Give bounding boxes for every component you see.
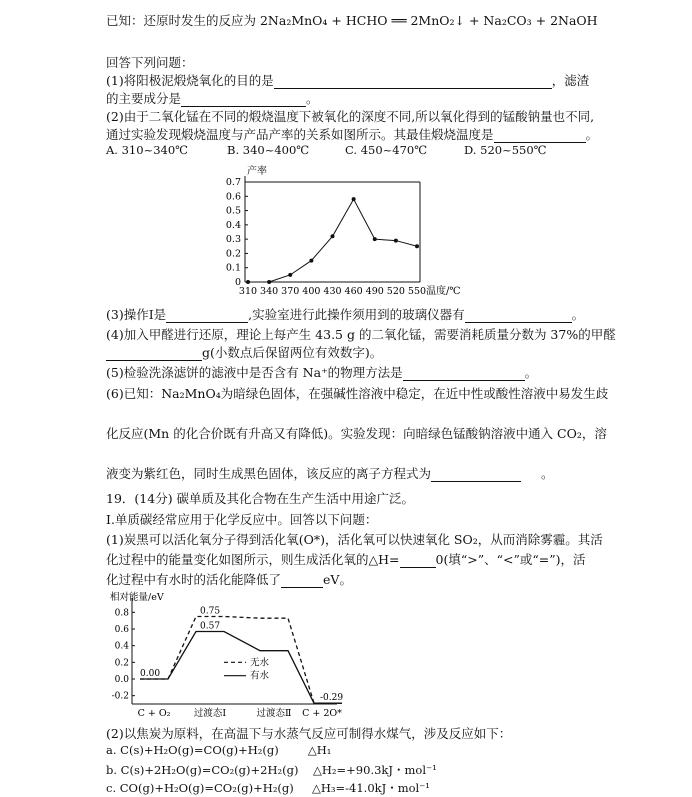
annotation-0-57: 0.57 xyxy=(200,621,221,632)
data-point xyxy=(373,237,377,241)
energy-line-solid xyxy=(140,632,342,704)
answer-blank-q19-1b[interactable] xyxy=(281,575,323,588)
q6-text-c: 液变为紫红色，同时生成黑色固体，该反应的离子方程式为 xyxy=(106,466,432,481)
data-point xyxy=(415,244,419,248)
answer-blank-q1b[interactable] xyxy=(181,94,306,107)
data-point xyxy=(246,280,250,284)
equation-a: a. C(s)+H₂O(g)=CO(g)+H₂(g) △H₁ xyxy=(106,743,332,757)
q5-text-a: (5)检验洗涤滤饼的滤液中是否含有 Na⁺的物理方法是 xyxy=(106,365,403,380)
data-point xyxy=(309,259,313,263)
answer-blank-q4[interactable] xyxy=(106,348,202,361)
y-tick-label: 0.6 xyxy=(225,191,241,203)
y-tick-label: 0.5 xyxy=(225,205,241,217)
answer-blank-q19-1a[interactable] xyxy=(400,555,436,568)
question-19-1: (1)炭黑可以活化氧分子得到活化氧(O*)，活化氧可以快速氧化 SO₂，从而消除雾霾。其活 xyxy=(106,532,603,547)
y-tick-label: 0.4 xyxy=(114,641,129,652)
x-tick-label: 550 xyxy=(407,286,427,297)
y-tick-label: 0.6 xyxy=(114,625,129,635)
x-tick-label: 370 xyxy=(281,286,300,297)
q1-text-c: 的主要成分是 xyxy=(106,91,182,106)
q5-text-b: 。 xyxy=(524,365,538,380)
x-category-label: C + O₂ xyxy=(137,708,171,719)
yield-line xyxy=(248,199,417,282)
data-point xyxy=(352,197,356,201)
q3-text-b: ,实验室进行此操作须用到的玻璃仪器有 xyxy=(248,307,465,322)
energy-profile-chart xyxy=(104,590,354,720)
question-6-cont2 xyxy=(106,464,554,482)
answer-blank-q3b[interactable] xyxy=(465,310,572,323)
x-tick-label: 490 xyxy=(365,286,384,297)
legend-label-with-water: 有水 xyxy=(250,670,270,682)
data-point xyxy=(267,280,271,284)
yield-temperature-chart xyxy=(205,162,475,302)
question-19-1-cont2 xyxy=(106,570,352,588)
y-tick-label: 0.2 xyxy=(114,658,129,669)
x-tick-label: 310 xyxy=(238,286,258,297)
known-reaction: 已知：还原时发生的反应为 2Na₂MnO₄ + HCHO ══ 2MnO₂↓ + Na₂CO₃ + 2NaOH xyxy=(106,13,598,28)
question-4: (4)加入甲醛进行还原，理论上每产生 43.5 g 的二氧化锰，需要消耗质量分数为 37%的甲醛 xyxy=(106,327,616,342)
legend-label-no-water: 无水 xyxy=(250,657,270,669)
question-19-2: (2)以焦炭为原料，在高温下与水蒸气反应可制得水煤气，涉及反应如下： xyxy=(106,726,512,741)
option-b[interactable]: B. 340~400℃ xyxy=(227,143,310,157)
question-2: (2)由于二氧化锰在不同的煅烧温度下被氧化的深度不同,所以氧化得到的锰酸钠量也不同, xyxy=(106,109,595,124)
answer-header: 回答下列问题： xyxy=(106,55,194,70)
x-category-label: 过渡态Ⅰ xyxy=(193,708,227,719)
y-axis-label: 相对能量/eV xyxy=(110,592,164,603)
y-tick-label: 0.8 xyxy=(114,608,129,619)
x-tick-label: 520 xyxy=(386,286,405,297)
annotation-0-75: 0.75 xyxy=(200,606,221,617)
y-tick-label: 0.0 xyxy=(114,675,129,685)
x-category-label: C + 2O* xyxy=(302,708,342,719)
x-axis-label: 温度/℃ xyxy=(426,286,461,297)
x-tick-label: 430 xyxy=(323,286,342,297)
q4-text-b: g(小数点后保留两位有效数字)。 xyxy=(202,345,383,360)
data-point xyxy=(394,239,398,243)
answer-blank-q6[interactable] xyxy=(431,469,521,482)
q19-1-text-d: 化过程中有水时的活化能降低了 xyxy=(106,572,282,587)
q19-1-text-c: 0(填“>”、“<”或“=”)，活 xyxy=(435,552,586,567)
q6-text-d: 。 xyxy=(541,466,554,481)
answer-blank-q3a[interactable] xyxy=(166,310,248,323)
energy-line-dashed xyxy=(140,617,342,704)
x-category-label: 过渡态Ⅱ xyxy=(256,708,292,719)
option-d[interactable]: D. 520~550℃ xyxy=(464,143,547,157)
question-1 xyxy=(106,71,589,89)
question-2-cont xyxy=(106,125,598,143)
x-tick-label: 340 xyxy=(260,286,279,297)
question-4-cont xyxy=(106,343,382,361)
question-6-cont: 化反应(Mn 的化合价既有升高又有降低)。实验发现：向暗绿色锰酸钠溶液中通入 CO₂，溶 xyxy=(106,426,607,441)
q19-1-text-b: 化过程中的能量变化如图所示，则生成活化氧的△H= xyxy=(106,552,400,567)
answer-blank-q2[interactable] xyxy=(494,130,586,143)
y-tick-label: 0.4 xyxy=(225,219,241,231)
annotation-neg-0-29: -0.29 xyxy=(320,693,344,704)
option-a[interactable]: A. 310~340℃ xyxy=(106,143,189,157)
y-axis-label: 产率 xyxy=(247,166,267,177)
y-tick-label: 0.2 xyxy=(225,248,241,260)
y-tick-label: 0.7 xyxy=(225,177,241,188)
x-tick-label: 460 xyxy=(344,286,363,297)
q3-text-c: 。 xyxy=(571,307,585,322)
q2-text-c: 。 xyxy=(585,127,599,142)
q3-text-a: (3)操作Ⅰ是 xyxy=(106,307,167,322)
question-19-title: 19．(14分) 碳单质及其化合物在生产生活中用途广泛。 xyxy=(106,491,415,506)
answer-blank-q5[interactable] xyxy=(403,368,525,381)
equation-b: b. C(s)+2H₂O(g)=CO₂(g)+2H₂(g) △H₂=+90.3kJ・mol⁻¹ xyxy=(106,763,437,777)
answer-blank-q1a[interactable] xyxy=(274,76,552,89)
question-19-1-cont xyxy=(106,550,585,568)
y-tick-label: 0.3 xyxy=(225,234,241,246)
y-tick-label: 0 xyxy=(234,277,241,288)
option-c[interactable]: C. 450~470℃ xyxy=(345,143,428,157)
equation-c: c. CO(g)+H₂O(g)=CO₂(g)+H₂(g) △H₃=-41.0kJ・mol⁻¹ xyxy=(106,781,430,795)
question-5 xyxy=(106,363,537,381)
x-tick-label: 400 xyxy=(302,286,321,297)
y-tick-label: -0.2 xyxy=(111,691,129,702)
q1-text-b: ，滤渣 xyxy=(551,73,590,88)
annotation-0-00: 0.00 xyxy=(140,669,161,679)
data-point xyxy=(288,273,292,277)
question-6: (6)已知：Na₂MnO₄为暗绿色固体，在强碱性溶液中稳定，在近中性或酸性溶液中易发生歧 xyxy=(106,386,609,401)
y-tick-label: 0.1 xyxy=(225,262,241,274)
data-point xyxy=(331,234,335,238)
question-19-part-I: I.单质碳经常应用于化学反应中。回答以下问题： xyxy=(106,512,378,527)
q2-text-b: 通过实验发现煅烧温度与产品产率的关系如图所示。其最佳煅烧温度是 xyxy=(106,127,494,142)
q1-text-a: (1)将阳极泥煅烧氧化的目的是 xyxy=(106,73,274,88)
q19-1-text-e: eV。 xyxy=(323,572,352,587)
question-3 xyxy=(106,305,584,323)
question-1-cont xyxy=(106,89,319,107)
q1-text-d: 。 xyxy=(306,91,319,106)
